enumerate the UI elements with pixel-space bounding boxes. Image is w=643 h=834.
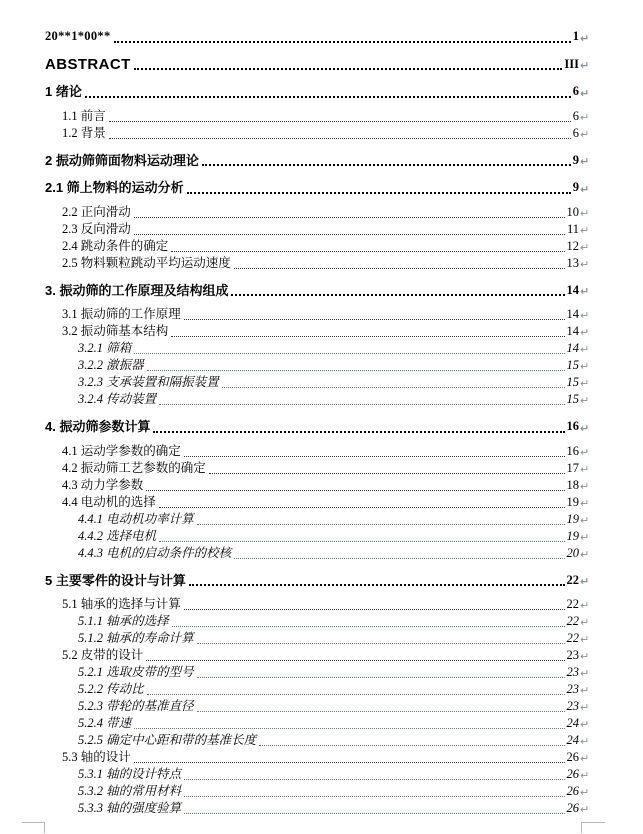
toc-entry-title: 5.2 皮带的设计 [62, 648, 144, 662]
toc-entry-page-number: III [564, 56, 579, 71]
paragraph-return-mark: ↵ [580, 667, 590, 680]
toc-entry-page-number: 14 [566, 324, 579, 338]
toc-entry[interactable] [45, 83, 589, 101]
dot-leader [146, 490, 564, 491]
toc-entry-title: 20**1*00** [45, 29, 111, 43]
paragraph-return-mark: ↵ [580, 394, 590, 407]
toc-entry-page-number: 14 [566, 341, 579, 355]
toc-entry-title: 2.5 物料颗粒跳动平均运动速度 [62, 255, 231, 270]
toc-entry[interactable] [45, 494, 589, 511]
toc-entry-page-number: 22 [566, 597, 579, 611]
toc-entry[interactable] [45, 800, 589, 817]
toc-entry-title: 5.2.2 传动比 [78, 682, 144, 696]
dot-leader [197, 677, 565, 678]
toc-entry-page-number: 23 [566, 682, 579, 696]
paragraph-return-mark: ↵ [580, 769, 590, 782]
toc-entry[interactable] [45, 255, 589, 272]
dot-leader [197, 711, 565, 712]
toc-entry-page-number: 24 [566, 716, 579, 730]
toc-entry-title: 1.2 背景 [62, 125, 106, 140]
dot-leader [222, 387, 565, 388]
toc-entry[interactable] [45, 306, 589, 323]
toc-entry[interactable] [45, 221, 589, 238]
toc-entry-page-number: 9 [572, 152, 579, 167]
toc-entry[interactable] [45, 443, 589, 460]
toc-entry[interactable] [45, 179, 589, 197]
toc-entry[interactable] [45, 647, 589, 664]
dot-leader [134, 68, 563, 70]
toc-entry[interactable] [45, 108, 589, 125]
dot-leader [134, 217, 565, 218]
toc-entry[interactable] [45, 56, 589, 74]
toc-entry-page-number: 6 [572, 125, 579, 140]
toc-entry[interactable] [45, 613, 589, 630]
toc-entry-title: ABSTRACT [45, 55, 131, 73]
toc-entry-page-number: 10 [566, 204, 579, 219]
toc-entry-page-number: 15 [566, 375, 579, 389]
dot-leader [109, 138, 571, 139]
toc-entry[interactable] [45, 766, 589, 783]
toc-entry-title: 2.3 反向滑动 [62, 221, 131, 236]
toc-entry[interactable] [45, 204, 589, 221]
toc-entry[interactable] [45, 374, 589, 391]
toc-entry-title: 2 振动筛筛面物料运动理论 [45, 152, 199, 168]
toc-entry-page-number: 12 [566, 238, 579, 253]
paragraph-return-mark: ↵ [580, 360, 590, 373]
toc-entry-title: 3.2.3 支承装置和隔振装置 [78, 375, 219, 389]
toc-entry-title: 5.2.4 带速 [78, 716, 132, 730]
toc-entry-title: 2.4 跳动条件的确定 [62, 238, 169, 253]
paragraph-return-mark: ↵ [580, 326, 590, 339]
dot-leader [231, 294, 564, 296]
toc-entry-page-number: 19 [566, 511, 579, 526]
paragraph-return-mark: ↵ [580, 547, 590, 561]
toc-entry-title: 5.2.1 选取皮带的型号 [78, 665, 194, 679]
toc-entry-page-number: 14 [566, 282, 579, 297]
toc-entry-title: 5 主要零件的设计与计算 [45, 572, 186, 588]
toc-entry[interactable] [45, 418, 589, 436]
toc-entry-title: 3.1 振动筛的工作原理 [62, 307, 181, 321]
toc-entry[interactable] [45, 511, 589, 528]
paragraph-return-mark: ↵ [580, 479, 590, 493]
toc-entry-page-number: 16 [566, 419, 579, 433]
dot-leader [234, 558, 564, 559]
dot-leader [184, 319, 565, 320]
paragraph-return-mark: ↵ [580, 496, 590, 510]
toc-entry[interactable] [45, 783, 589, 800]
paragraph-return-mark: ↵ [580, 803, 590, 816]
toc-entry-page-number: 9 [572, 180, 579, 194]
margin-crop-mark-right [581, 822, 605, 833]
paragraph-return-mark: ↵ [580, 462, 590, 476]
dot-leader [234, 268, 565, 269]
dot-leader [197, 643, 565, 644]
toc-entry[interactable] [45, 477, 589, 494]
paragraph-return-mark: ↵ [580, 735, 590, 748]
paragraph-return-mark: ↵ [580, 633, 590, 646]
toc-entry-page-number: 13 [566, 255, 579, 270]
paragraph-return-mark: ↵ [580, 599, 590, 612]
paragraph-return-mark: ↵ [580, 257, 590, 271]
paragraph-return-mark: ↵ [580, 127, 590, 141]
toc-entry-title: 4.3 动力学参数 [62, 477, 144, 492]
paragraph-return-mark: ↵ [580, 343, 590, 356]
paragraph-return-mark: ↵ [580, 575, 590, 588]
toc-entry-title: 3. 振动筛的工作原理及结构组成 [45, 282, 229, 298]
paragraph-return-mark: ↵ [580, 285, 590, 298]
paragraph-return-mark: ↵ [580, 223, 590, 237]
paragraph-return-mark: ↵ [580, 650, 590, 663]
toc-entry[interactable] [45, 698, 589, 715]
toc-entry-title: 4.2 振动筛工艺参数的确定 [62, 460, 206, 475]
toc-entry-page-number: 15 [566, 392, 579, 406]
toc-entry[interactable] [45, 572, 589, 590]
paragraph-return-mark: ↵ [580, 421, 590, 435]
dot-leader [114, 41, 571, 43]
dot-leader [146, 660, 564, 661]
dot-leader [184, 609, 565, 610]
paragraph-return-mark: ↵ [580, 309, 590, 322]
table-of-contents [45, 28, 589, 817]
paragraph-return-mark: ↵ [580, 86, 590, 100]
dot-leader [134, 728, 564, 729]
toc-entry[interactable] [45, 340, 589, 357]
toc-entry-title: 5.3.3 轴的强度验算 [78, 801, 182, 815]
dot-leader [159, 404, 564, 405]
toc-entry-title: 5.3.2 轴的常用材料 [78, 784, 182, 798]
toc-entry-page-number: 24 [566, 733, 579, 747]
toc-entry[interactable] [45, 152, 589, 170]
dot-leader [184, 779, 564, 780]
dot-leader [202, 164, 571, 166]
paragraph-return-mark: ↵ [580, 684, 590, 697]
dot-leader [187, 192, 571, 194]
paragraph-return-mark: ↵ [580, 530, 590, 544]
toc-entry-title: 4.4 电动机的选择 [62, 494, 156, 509]
toc-entry-page-number: 20 [566, 545, 579, 560]
toc-entry-page-number: 17 [566, 460, 579, 475]
toc-entry-title: 2.2 正向滑动 [62, 204, 131, 219]
toc-entry[interactable] [45, 28, 589, 46]
toc-entry-title: 1.1 前言 [62, 108, 106, 123]
toc-entry[interactable] [45, 125, 589, 142]
toc-entry-page-number: 6 [572, 84, 579, 98]
dot-leader [153, 431, 564, 433]
dot-leader [159, 541, 564, 542]
toc-entry-page-number: 26 [566, 750, 579, 764]
toc-entry[interactable] [45, 460, 589, 477]
toc-entry-title: 3.2 振动筛基本结构 [62, 324, 169, 338]
toc-entry-page-number: 11 [566, 221, 579, 236]
paragraph-return-mark: ↵ [580, 718, 590, 731]
dot-leader [184, 813, 564, 814]
toc-entry[interactable] [45, 391, 589, 408]
dot-leader [171, 336, 564, 337]
dot-leader [134, 762, 565, 763]
toc-entry-title: 4.4.2 选择电机 [78, 528, 157, 543]
toc-entry-page-number: 16 [566, 443, 579, 458]
toc-entry-title: 5.2.3 带轮的基准直径 [78, 699, 194, 713]
toc-entry-page-number: 1 [572, 29, 579, 43]
toc-entry-page-number: 23 [566, 648, 579, 662]
toc-entry-page-number: 14 [566, 307, 579, 321]
paragraph-return-mark: ↵ [580, 616, 590, 629]
toc-entry[interactable] [45, 715, 589, 732]
toc-entry-title: 5.2.5 确定中心距和带的基准长度 [78, 733, 257, 747]
toc-entry-title: 2.1 筛上物料的运动分析 [45, 180, 184, 195]
toc-entry-title: 5.3.1 轴的设计特点 [78, 767, 182, 781]
toc-entry[interactable] [45, 732, 589, 749]
toc-entry-title: 4.1 运动学参数的确定 [62, 443, 181, 458]
toc-entry[interactable] [45, 630, 589, 647]
dot-leader [189, 584, 565, 586]
toc-entry-page-number: 6 [572, 108, 579, 123]
toc-entry[interactable] [45, 545, 589, 562]
dot-leader [209, 473, 565, 474]
toc-entry-page-number: 18 [566, 477, 579, 492]
toc-entry-title: 5.1.2 轴承的寿命计算 [78, 631, 194, 645]
toc-entry-page-number: 23 [566, 699, 579, 713]
dot-leader [184, 456, 565, 457]
toc-entry[interactable] [45, 664, 589, 681]
paragraph-return-mark: ↵ [580, 240, 590, 254]
toc-entry-title: 3.2.2 激振器 [78, 358, 144, 372]
toc-entry[interactable] [45, 749, 589, 766]
dot-leader [159, 507, 565, 508]
toc-entry-page-number: 26 [566, 767, 579, 781]
dot-leader [147, 694, 565, 695]
toc-entry-page-number: 22 [566, 631, 579, 645]
toc-entry-title: 5.3 轴的设计 [62, 750, 131, 764]
paragraph-return-mark: ↵ [580, 182, 590, 196]
toc-entry-page-number: 26 [566, 801, 579, 815]
paragraph-return-mark: ↵ [580, 31, 590, 45]
toc-entry-page-number: 15 [566, 358, 579, 372]
dot-leader [147, 370, 565, 371]
dot-leader [184, 796, 564, 797]
toc-entry-page-number: 22 [566, 572, 579, 587]
dot-leader [171, 251, 564, 252]
toc-entry-title: 5.1 轴承的选择与计算 [62, 597, 181, 611]
toc-entry-title: 5.1.1 轴承的选择 [78, 614, 169, 628]
paragraph-return-mark: ↵ [580, 377, 590, 390]
toc-entry[interactable] [45, 323, 589, 340]
paragraph-return-mark: ↵ [580, 59, 590, 72]
paragraph-return-mark: ↵ [580, 513, 590, 527]
paragraph-return-mark: ↵ [580, 155, 590, 168]
dot-leader [134, 353, 564, 354]
dot-leader [197, 524, 565, 525]
paragraph-return-mark: ↵ [580, 206, 590, 220]
toc-entry-title: 4.4.3 电机的启动条件的校核 [78, 545, 232, 560]
toc-entry[interactable] [45, 681, 589, 698]
dot-leader [134, 234, 565, 235]
toc-entry-title: 3.2.4 传动装置 [78, 392, 157, 406]
paragraph-return-mark: ↵ [580, 701, 590, 714]
dot-leader [172, 626, 565, 627]
margin-crop-mark-left [22, 822, 45, 833]
toc-entry-page-number: 23 [566, 665, 579, 679]
toc-entry-title: 1 绪论 [45, 84, 82, 99]
toc-entry-page-number: 26 [566, 784, 579, 798]
toc-entry[interactable] [45, 238, 589, 255]
toc-entry-page-number: 19 [566, 528, 579, 543]
toc-entry[interactable] [45, 357, 589, 374]
toc-entry[interactable] [45, 528, 589, 545]
toc-entry[interactable] [45, 596, 589, 613]
paragraph-return-mark: ↵ [580, 445, 590, 459]
toc-entry-page-number: 19 [566, 494, 579, 509]
toc-entry-title: 3.2.1 筛箱 [78, 341, 132, 355]
toc-entry-page-number: 22 [566, 614, 579, 628]
paragraph-return-mark: ↵ [580, 110, 590, 124]
dot-leader [109, 121, 571, 122]
toc-entry[interactable] [45, 282, 589, 300]
paragraph-return-mark: ↵ [580, 786, 590, 799]
toc-entry-title: 4. 振动筛参数计算 [45, 419, 151, 434]
dot-leader [259, 745, 564, 746]
dot-leader [85, 96, 571, 98]
toc-entry-title: 4.4.1 电动机功率计算 [78, 511, 194, 526]
paragraph-return-mark: ↵ [580, 752, 590, 765]
